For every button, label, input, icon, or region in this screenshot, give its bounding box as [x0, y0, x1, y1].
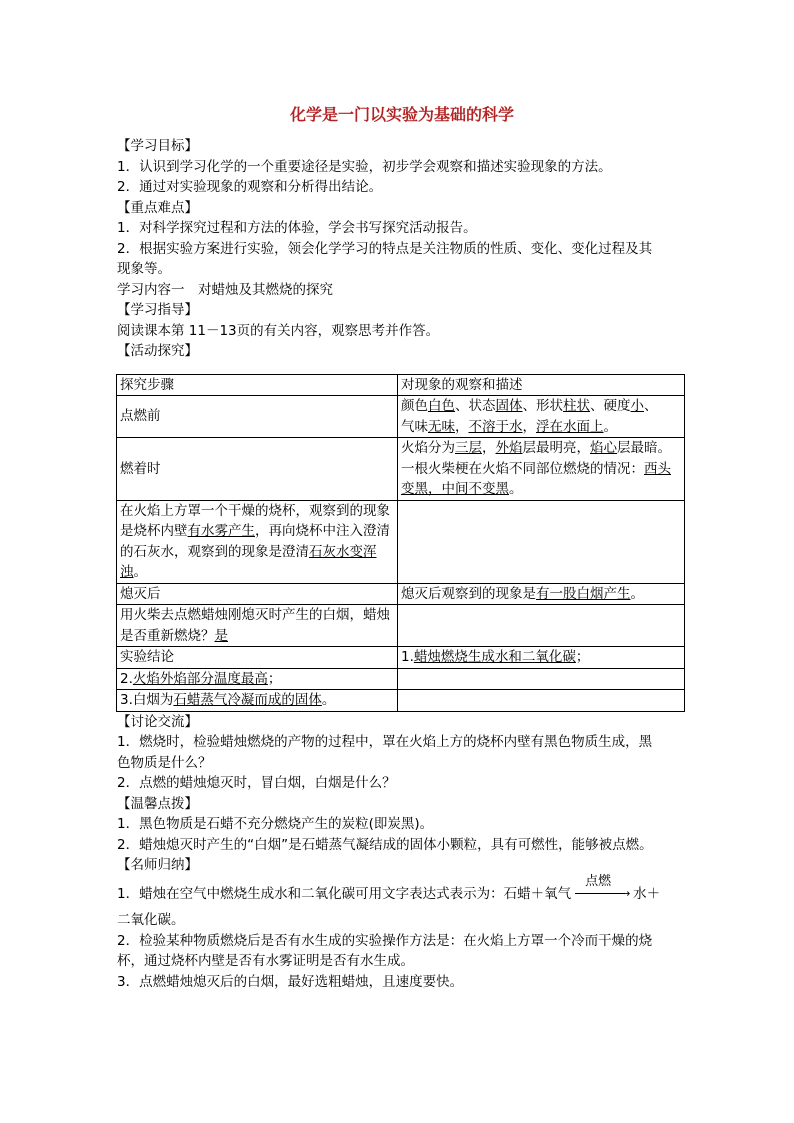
summary-3: 3．点燃蜡烛熄灭后的白烟，最好选粗蜡烛，且速度要快。: [117, 973, 464, 990]
table-row-conclusion: [117, 647, 685, 669]
content-title: 学习内容一 对蜡烛及其燃烧的探究: [117, 281, 333, 298]
cell-before-lighting-obs: 颜色白色、状态固体、形状柱状、硬度小、 气味无味，不溶于水，浮在水面上。: [398, 396, 685, 438]
tip-1: 1．黑色物质是石蜡不充分燃烧产生的炭粒(即炭黑)。: [117, 816, 434, 832]
document-title: 化学是一门以实验为基础的科学: [289, 105, 514, 124]
reaction-condition: 点燃: [585, 874, 612, 889]
cell-burning-obs: 火焰分为三层，外焰层最明亮，焰心层最暗。一根火柴梗在火焰不同部位燃烧的情况：西头变黑，中间不变黑。: [398, 438, 685, 501]
cell-beaker-step: 在火焰上方罩一个干燥的烧杯，观察到的现象是烧杯内壁有水雾产生，再向烧杯中注入澄清的石灰水，观察到的现象是澄清石灰水变浑浊。: [117, 500, 398, 583]
discussion-q2: 2．点燃的蜡烛熄灭时，冒白烟，白烟是什么？: [117, 775, 396, 791]
cell-extinguished: 熄灭后: [117, 583, 398, 605]
reaction-arrow: [571, 874, 633, 904]
discussion-header: 【讨论交流】: [117, 713, 198, 730]
table-row-burning: [117, 438, 685, 501]
objective-1: 1．认识到学习化学的一个重要途径是实验，初步学会观察和描述实验现象的方法。: [117, 158, 612, 175]
guide-header: 【学习指导】: [117, 302, 198, 318]
summary-2: 2．检验某种物质燃烧后是否有水生成的实验操作方法是：在火焰上方罩一个冷而干燥的烧: [117, 932, 653, 949]
cell-extinguished-obs: 熄灭后观察到的现象是有一股白烟产生。: [398, 583, 685, 605]
summary-1-cont: 二氧化碳。: [117, 912, 185, 928]
summary-1: 1．蜡烛在空气中燃烧生成水和二氧化碳可用文字表达式表示为：石蜡＋氧气 点燃 → 水＋: [117, 884, 687, 905]
cell-white-smoke-step: 用火柴去点燃蜡烛刚熄灭时产生的白烟，蜡烛是否重新燃烧？是: [117, 605, 398, 647]
cell-conclusion-1: 1.蜡烛燃烧生成水和二氧化碳；: [398, 647, 685, 669]
activity-header: 【活动探究】: [117, 343, 198, 359]
cell-conclusion-label: 实验结论: [117, 647, 398, 669]
keypoint-2: 2．根据实验方案进行实验，领会化学学习的特点是关注物质的性质、变化、变化过程及其: [117, 240, 653, 257]
table-row-beaker: [117, 500, 685, 583]
tip-2: 2．蜡烛熄灭时产生的“白烟”是石蜡蒸气凝结成的固体小颗粒，具有可燃性，能够被点燃。: [117, 836, 653, 853]
discussion-q1-cont: 色物质是什么？: [117, 754, 212, 771]
table-row-before-lighting: [117, 396, 685, 438]
keypoint-1: 1．对科学探究过程和方法的体验，学会书写探究活动报告。: [117, 220, 477, 236]
summary-2-cont: 杯，通过烧杯内壁是否有水雾证明是否有水生成。: [117, 953, 414, 969]
table-header-row: [117, 374, 685, 396]
cell-conclusion-3: 3.白烟为石蜡蒸气冷凝而成的固体。: [117, 690, 398, 712]
table-row-white-smoke: [117, 605, 685, 647]
cell-beaker-obs: [398, 500, 685, 583]
discussion-q1: 1．燃烧时，检验蜡烛燃烧的产物的过程中，罩在火焰上方的烧杯内壁有黑色物质生成，黑: [117, 734, 653, 750]
document-page: [117, 104, 687, 992]
cell-burning: 燃着时: [117, 438, 398, 501]
keypoint-2-cont: 现象等。: [117, 261, 171, 277]
table-row-conclusion-3: [117, 690, 685, 712]
arrow-head-icon: →: [621, 887, 631, 900]
experiment-table: [116, 374, 685, 712]
keypoints-header: 【重点难点】: [117, 199, 198, 216]
cell-before-lighting: 点燃前: [117, 396, 398, 438]
guide-text: 阅读课本第 11－13页的有关内容，观察思考并作答。: [117, 322, 440, 339]
summary-header: 【名师归纳】: [117, 857, 198, 873]
objective-2: 2．通过对实验现象的观察和分析得出结论。: [117, 179, 383, 195]
cell-white-smoke-obs: [398, 605, 685, 647]
table-row-extinguished: [117, 583, 685, 605]
table-row-conclusion-2: [117, 668, 685, 690]
cell-conclusion-2: 2.火焰外焰部分温度最高；: [117, 668, 398, 690]
cell-conclusion-3-right: [398, 690, 685, 712]
header-steps: 探究步骤: [117, 374, 398, 396]
header-observations: 对现象的观察和描述: [398, 374, 685, 396]
tips-header: 【温馨点拨】: [117, 795, 198, 812]
cell-conclusion-2-right: [398, 668, 685, 690]
objectives-header: 【学习目标】: [117, 138, 198, 154]
